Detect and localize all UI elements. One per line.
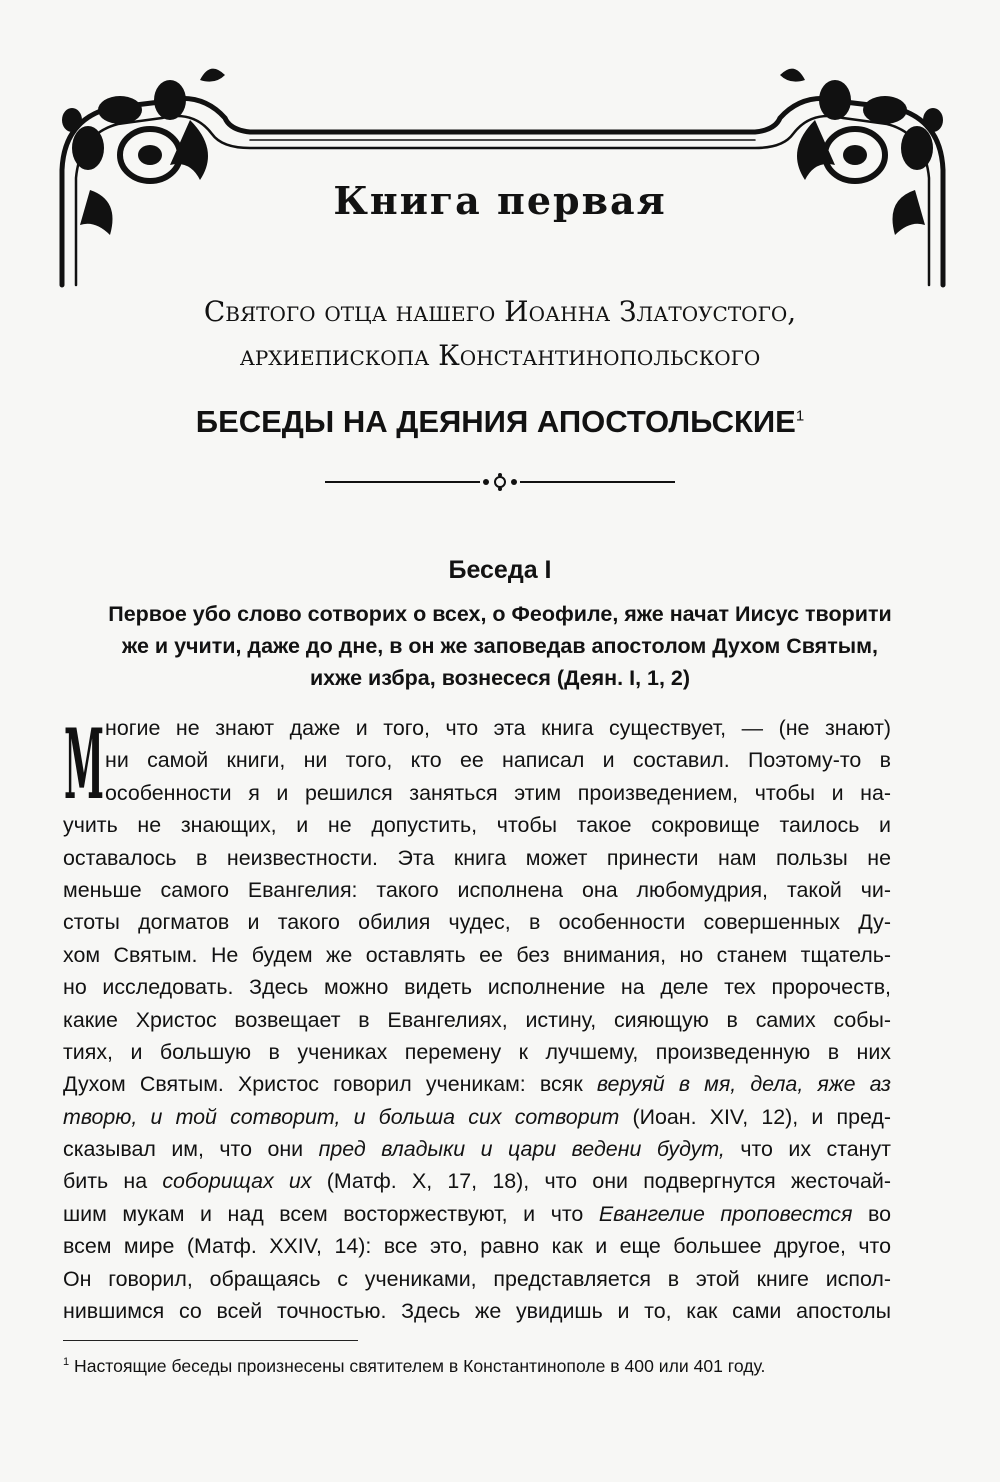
footnote-text: Настоящие беседы произнесены святителем в Константинополе в 400 или 401 году.	[74, 1355, 766, 1376]
author-line: Святого отца нашего Иоанна Златоустого,	[203, 295, 797, 328]
epigraph-line: же и учити, даже до дне, в он же заповедав апостолом Духом Святым,	[122, 634, 878, 658]
text-line: творю, и той сотворит, и больша сих сотворит (Иоан. XIV, 12), и пред-	[63, 1104, 891, 1129]
text-line: всем мире (Матф. XXIV, 14): все это, равно как и еще большее другое, что	[63, 1234, 891, 1259]
text-line: шим мукам и над всем восторжествуют, и что Евангелие проповестся во	[63, 1201, 891, 1226]
text-line: Он говорил, обращаясь с учениками, представляется в этой книге испол-	[63, 1266, 891, 1291]
footnote-number: 1	[63, 1356, 70, 1368]
work-title-text: БЕСЕДЫ НА ДЕЯНИЯ АПОСТОЛЬСКИЕ	[195, 404, 796, 439]
text-line: нившимся со всей точностью. Здесь же увидишь и то, как сами апостолы	[63, 1299, 891, 1324]
ornamental-divider	[320, 472, 680, 492]
sermon-heading: Беседа I	[448, 556, 552, 584]
text-line: Духом Святым. Христос говорил ученикам: всяк веруяй в мя, дела, яже аз	[63, 1072, 892, 1097]
text-line: тиях, и большую в учениках перемену к лучшему, произведенную в них	[63, 1039, 891, 1064]
footnote-divider	[63, 1340, 358, 1341]
footnote-marker[interactable]: 1	[795, 407, 805, 425]
author-line: архиепископа Константинопольского	[239, 339, 761, 372]
text-line: бить на соборищах их (Матф. X, 17, 18), что они подвергнутся жесточай-	[63, 1169, 891, 1194]
ornamental-arch-frame	[50, 60, 955, 290]
text-line: хом Святым. Не будем же оставлять ее без внимания, но станем тщатель-	[63, 942, 891, 967]
text-line: но исследовать. Здесь можно видеть исполнение на деле тех пророчеств,	[63, 975, 891, 1000]
epigraph-line: ихже избра, вознесеся (Деян. I, 1, 2)	[309, 666, 691, 690]
footnote	[63, 1350, 893, 1378]
text-line: особенности я и решился заняться этим произведением, чтобы и на-	[105, 780, 891, 805]
text-line: учить не знающих, и не допустить, чтобы такое сокровище таилось и	[63, 813, 891, 838]
drop-cap-text: М	[64, 708, 104, 821]
sermon-body-text	[63, 712, 891, 1327]
author-heading	[0, 290, 1000, 378]
epigraph	[90, 598, 910, 694]
epigraph-line: Первое убо слово сотворих о всех, о Феофиле, яже начат Иисус творити	[108, 602, 892, 626]
work-title	[0, 404, 1000, 440]
text-line: какие Христос возвещает в Евангелиях, истину, сияющую в самих собы-	[63, 1007, 891, 1032]
text-line: оставалось в неизвестности. Эта книга может принести нам пользы не	[63, 845, 891, 870]
text-line: ни самой книги, ни того, кто ее написал и составил. Поэтому-то в	[105, 748, 891, 773]
text-line: сказывал им, что они пред владыки и цари ведени будут, что их станут	[63, 1137, 891, 1162]
book-title: Книга первая	[333, 178, 667, 223]
text-line: стоты догматов и такого обилия чудес, в особенности совершенных Ду-	[63, 910, 891, 935]
text-line: ногие не знают даже и того, что эта книга существует, — (не знают)	[105, 716, 891, 740]
text-line: меньше самого Евангелия: такого исполнена она любомудрия, такой чи-	[63, 877, 891, 902]
